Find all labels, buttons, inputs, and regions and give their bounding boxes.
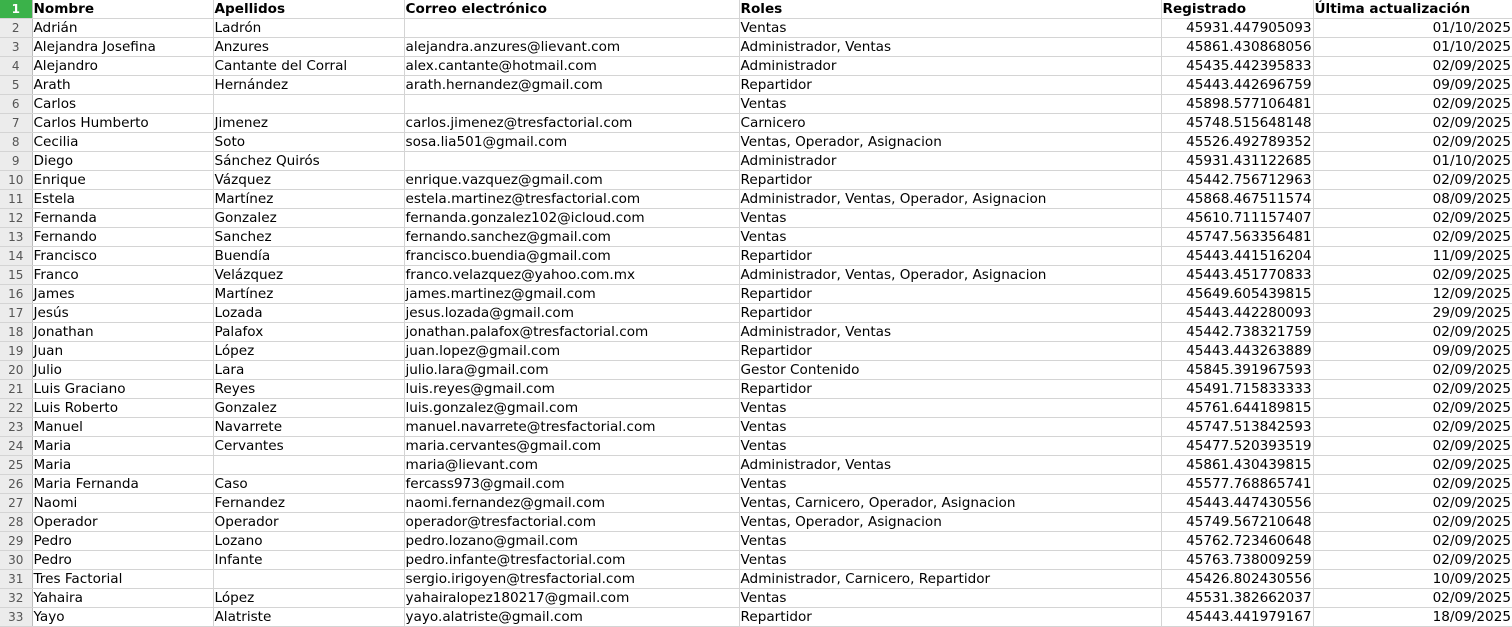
cell-correo[interactable]: yahairalopez180217@gmail.com — [404, 589, 739, 608]
cell-roles[interactable]: Repartidor — [739, 380, 1161, 399]
row-header[interactable]: 28 — [0, 513, 32, 532]
cell-ultima-actualizacion[interactable]: 02/09/2025 — [1313, 228, 1512, 247]
cell-ultima-actualizacion[interactable]: 02/09/2025 — [1313, 418, 1512, 437]
cell-correo[interactable]: fernando.sanchez@gmail.com — [404, 228, 739, 247]
cell-ultima-actualizacion[interactable]: 02/09/2025 — [1313, 532, 1512, 551]
row-header[interactable]: 20 — [0, 361, 32, 380]
cell-nombre[interactable]: Tres Factorial — [32, 570, 213, 589]
cell-nombre[interactable]: Maria Fernanda — [32, 475, 213, 494]
cell-correo[interactable]: francisco.buendia@gmail.com — [404, 247, 739, 266]
cell-registrado[interactable]: 45442.756712963 — [1161, 171, 1313, 190]
table-row — [0, 513, 1512, 532]
row-header[interactable]: 10 — [0, 171, 32, 190]
cell-ultima-actualizacion[interactable]: 02/09/2025 — [1313, 114, 1512, 133]
row-header[interactable]: 19 — [0, 342, 32, 361]
cell-ultima-actualizacion[interactable]: 18/09/2025 — [1313, 608, 1512, 627]
cell-registrado[interactable]: 45442.738321759 — [1161, 323, 1313, 342]
cell-ultima-actualizacion[interactable]: 02/09/2025 — [1313, 266, 1512, 285]
cell-registrado[interactable]: 45531.382662037 — [1161, 589, 1313, 608]
cell-registrado[interactable]: 45761.644189815 — [1161, 399, 1313, 418]
cell-registrado[interactable]: 45649.605439815 — [1161, 285, 1313, 304]
cell-roles[interactable]: Repartidor — [739, 171, 1161, 190]
row-header[interactable]: 8 — [0, 133, 32, 152]
cell-nombre[interactable]: Francisco — [32, 247, 213, 266]
row-header[interactable]: 14 — [0, 247, 32, 266]
table-row — [0, 399, 1512, 418]
cell-nombre[interactable]: Pedro — [32, 551, 213, 570]
cell-ultima-actualizacion[interactable]: 02/09/2025 — [1313, 437, 1512, 456]
cell-correo[interactable]: arath.hernandez@gmail.com — [404, 76, 739, 95]
cell-apellidos[interactable]: Sánchez Quirós — [213, 152, 404, 171]
cell-apellidos[interactable]: Jimenez — [213, 114, 404, 133]
cell-apellidos[interactable]: Infante — [213, 551, 404, 570]
cell-registrado[interactable]: 45526.492789352 — [1161, 133, 1313, 152]
cell-registrado[interactable]: 45763.738009259 — [1161, 551, 1313, 570]
cell-nombre[interactable]: Yahaira — [32, 589, 213, 608]
cell-apellidos[interactable]: Vázquez — [213, 171, 404, 190]
cell-nombre[interactable]: Operador — [32, 513, 213, 532]
row-header[interactable]: 4 — [0, 57, 32, 76]
table-row — [0, 551, 1512, 570]
table-row — [0, 361, 1512, 380]
cell-roles[interactable]: Ventas — [739, 437, 1161, 456]
cell-apellidos[interactable]: Caso — [213, 475, 404, 494]
cell-correo[interactable]: luis.reyes@gmail.com — [404, 380, 739, 399]
cell-ultima-actualizacion[interactable]: 02/09/2025 — [1313, 323, 1512, 342]
table-row — [0, 57, 1512, 76]
cell-ultima-actualizacion[interactable]: 02/09/2025 — [1313, 361, 1512, 380]
cell-registrado[interactable]: 45443.441979167 — [1161, 608, 1313, 627]
table-row — [0, 247, 1512, 266]
row-header[interactable]: 3 — [0, 38, 32, 57]
row-header[interactable]: 24 — [0, 437, 32, 456]
cell-apellidos[interactable] — [213, 456, 404, 475]
cell-registrado[interactable]: 45861.430868056 — [1161, 38, 1313, 57]
cell-nombre[interactable]: Maria — [32, 456, 213, 475]
cell-roles[interactable]: Ventas, Operador, Asignacion — [739, 133, 1161, 152]
cell-correo[interactable]: jesus.lozada@gmail.com — [404, 304, 739, 323]
cell-apellidos[interactable]: Cantante del Corral — [213, 57, 404, 76]
cell-roles[interactable]: Carnicero — [739, 114, 1161, 133]
table-row — [0, 475, 1512, 494]
cell-correo[interactable]: yayo.alatriste@gmail.com — [404, 608, 739, 627]
table-row — [0, 171, 1512, 190]
cell-roles[interactable]: Administrador, Ventas — [739, 323, 1161, 342]
cell-registrado[interactable]: 45749.567210648 — [1161, 513, 1313, 532]
row-header[interactable]: 22 — [0, 399, 32, 418]
cell-correo[interactable]: fercass973@gmail.com — [404, 475, 739, 494]
row-header[interactable]: 12 — [0, 209, 32, 228]
table-row — [0, 608, 1512, 627]
cell-correo[interactable]: pedro.lozano@gmail.com — [404, 532, 739, 551]
cell-registrado[interactable]: 45443.451770833 — [1161, 266, 1313, 285]
cell-roles[interactable]: Repartidor — [739, 608, 1161, 627]
cell-roles[interactable]: Administrador, Ventas — [739, 456, 1161, 475]
row-header[interactable]: 31 — [0, 570, 32, 589]
row-header[interactable]: 11 — [0, 190, 32, 209]
cell-registrado[interactable]: 45868.467511574 — [1161, 190, 1313, 209]
cell-nombre[interactable]: Enrique — [32, 171, 213, 190]
row-header[interactable]: 7 — [0, 114, 32, 133]
cell-registrado[interactable]: 45861.430439815 — [1161, 456, 1313, 475]
cell-registrado[interactable]: 45610.711157407 — [1161, 209, 1313, 228]
cell-registrado[interactable]: 45762.723460648 — [1161, 532, 1313, 551]
cell-registrado[interactable]: 45443.447430556 — [1161, 494, 1313, 513]
cell-apellidos[interactable]: Operador — [213, 513, 404, 532]
cell-nombre[interactable]: Arath — [32, 76, 213, 95]
cell-roles[interactable]: Repartidor — [739, 76, 1161, 95]
cell-registrado[interactable]: 45435.442395833 — [1161, 57, 1313, 76]
cell-ultima-actualizacion[interactable]: 02/09/2025 — [1313, 171, 1512, 190]
cell-roles[interactable]: Gestor Contenido — [739, 361, 1161, 380]
cell-apellidos[interactable]: Gonzalez — [213, 399, 404, 418]
cell-correo[interactable]: julio.lara@gmail.com — [404, 361, 739, 380]
cell-correo[interactable]: maria.cervantes@gmail.com — [404, 437, 739, 456]
cell-registrado[interactable]: 45426.802430556 — [1161, 570, 1313, 589]
cell-nombre[interactable]: Fernanda — [32, 209, 213, 228]
cell-roles[interactable]: Administrador, Ventas, Operador, Asignacion — [739, 190, 1161, 209]
table-row — [0, 209, 1512, 228]
cell-correo[interactable]: enrique.vazquez@gmail.com — [404, 171, 739, 190]
row-header[interactable]: 29 — [0, 532, 32, 551]
cell-apellidos[interactable]: Palafox — [213, 323, 404, 342]
table-row — [0, 323, 1512, 342]
cell-nombre[interactable]: Alejandro — [32, 57, 213, 76]
cell-apellidos[interactable]: Hernández — [213, 76, 404, 95]
cell-roles[interactable]: Repartidor — [739, 285, 1161, 304]
table-row — [0, 114, 1512, 133]
cell-ultima-actualizacion[interactable]: 01/10/2025 — [1313, 38, 1512, 57]
cell-correo[interactable]: sosa.lia501@gmail.com — [404, 133, 739, 152]
cell-ultima-actualizacion[interactable]: 02/09/2025 — [1313, 209, 1512, 228]
cell-ultima-actualizacion[interactable]: 02/09/2025 — [1313, 589, 1512, 608]
cell-nombre[interactable]: Jesús — [32, 304, 213, 323]
cell-apellidos[interactable]: Alatriste — [213, 608, 404, 627]
table-row — [0, 589, 1512, 608]
header-cell-registrado[interactable]: Registrado — [1161, 0, 1313, 19]
table-row — [0, 133, 1512, 152]
row-header[interactable]: 16 — [0, 285, 32, 304]
cell-apellidos[interactable]: Sanchez — [213, 228, 404, 247]
cell-ultima-actualizacion[interactable]: 02/09/2025 — [1313, 475, 1512, 494]
row-header[interactable]: 17 — [0, 304, 32, 323]
cell-registrado[interactable]: 45931.431122685 — [1161, 152, 1313, 171]
cell-ultima-actualizacion[interactable]: 02/09/2025 — [1313, 57, 1512, 76]
cell-apellidos[interactable]: Soto — [213, 133, 404, 152]
cell-registrado[interactable]: 45491.715833333 — [1161, 380, 1313, 399]
row-header[interactable]: 15 — [0, 266, 32, 285]
table-row — [0, 95, 1512, 114]
cell-apellidos[interactable]: Navarrete — [213, 418, 404, 437]
cell-nombre[interactable]: Manuel — [32, 418, 213, 437]
header-cell-correo[interactable]: Correo electrónico — [404, 0, 739, 19]
cell-correo[interactable]: manuel.navarrete@tresfactorial.com — [404, 418, 739, 437]
cell-roles[interactable]: Administrador, Carnicero, Repartidor — [739, 570, 1161, 589]
cell-roles[interactable]: Repartidor — [739, 247, 1161, 266]
cell-apellidos[interactable]: Lozada — [213, 304, 404, 323]
cell-nombre[interactable]: Jonathan — [32, 323, 213, 342]
table-row — [0, 342, 1512, 361]
cell-apellidos[interactable]: Buendía — [213, 247, 404, 266]
header-cell-apellidos[interactable]: Apellidos — [213, 0, 404, 19]
row-header[interactable]: 23 — [0, 418, 32, 437]
row-header[interactable]: 6 — [0, 95, 32, 114]
cell-roles[interactable]: Ventas — [739, 95, 1161, 114]
cell-registrado[interactable]: 45443.443263889 — [1161, 342, 1313, 361]
row-header[interactable]: 27 — [0, 494, 32, 513]
cell-correo[interactable]: naomi.fernandez@gmail.com — [404, 494, 739, 513]
cell-apellidos[interactable]: Ladrón — [213, 19, 404, 38]
cell-roles[interactable]: Administrador — [739, 152, 1161, 171]
cell-nombre[interactable]: Diego — [32, 152, 213, 171]
cell-correo[interactable]: pedro.infante@tresfactorial.com — [404, 551, 739, 570]
cell-apellidos[interactable]: Reyes — [213, 380, 404, 399]
cell-roles[interactable]: Ventas — [739, 399, 1161, 418]
cell-ultima-actualizacion[interactable]: 02/09/2025 — [1313, 513, 1512, 532]
header-cell-nombre[interactable]: Nombre — [32, 0, 213, 19]
cell-nombre[interactable]: Fernando — [32, 228, 213, 247]
cell-ultima-actualizacion[interactable]: 01/10/2025 — [1313, 19, 1512, 38]
header-cell-ultima-actualizacion[interactable]: Última actualización — [1313, 0, 1512, 19]
cell-correo[interactable]: jonathan.palafox@tresfactorial.com — [404, 323, 739, 342]
cell-nombre[interactable]: James — [32, 285, 213, 304]
table-row — [0, 228, 1512, 247]
cell-nombre[interactable]: Julio — [32, 361, 213, 380]
cell-nombre[interactable]: Juan — [32, 342, 213, 361]
row-header[interactable]: 5 — [0, 76, 32, 95]
row-header[interactable]: 1 — [0, 0, 32, 19]
cell-nombre[interactable]: Maria — [32, 437, 213, 456]
cell-apellidos[interactable]: Lozano — [213, 532, 404, 551]
table-row — [0, 437, 1512, 456]
table-row — [0, 19, 1512, 38]
cell-registrado[interactable]: 45931.447905093 — [1161, 19, 1313, 38]
table-row — [0, 76, 1512, 95]
cell-roles[interactable]: Ventas — [739, 475, 1161, 494]
cell-roles[interactable]: Ventas, Carnicero, Operador, Asignacion — [739, 494, 1161, 513]
cell-correo[interactable] — [404, 95, 739, 114]
cell-registrado[interactable]: 45443.442696759 — [1161, 76, 1313, 95]
cell-apellidos[interactable]: López — [213, 589, 404, 608]
cell-roles[interactable]: Administrador, Ventas, Operador, Asignacion — [739, 266, 1161, 285]
cell-nombre[interactable]: Naomi — [32, 494, 213, 513]
cell-ultima-actualizacion[interactable]: 02/09/2025 — [1313, 95, 1512, 114]
cell-nombre[interactable]: Cecilia — [32, 133, 213, 152]
cell-ultima-actualizacion[interactable]: 29/09/2025 — [1313, 304, 1512, 323]
cell-roles[interactable]: Administrador, Ventas — [739, 38, 1161, 57]
cell-ultima-actualizacion[interactable]: 02/09/2025 — [1313, 399, 1512, 418]
header-row — [0, 0, 1512, 19]
cell-ultima-actualizacion[interactable]: 02/09/2025 — [1313, 551, 1512, 570]
cell-ultima-actualizacion[interactable]: 02/09/2025 — [1313, 380, 1512, 399]
cell-roles[interactable]: Ventas — [739, 551, 1161, 570]
cell-nombre[interactable]: Luis Graciano — [32, 380, 213, 399]
row-header[interactable]: 21 — [0, 380, 32, 399]
cell-roles[interactable]: Ventas — [739, 209, 1161, 228]
cell-roles[interactable]: Ventas — [739, 418, 1161, 437]
cell-ultima-actualizacion[interactable]: 12/09/2025 — [1313, 285, 1512, 304]
cell-correo[interactable]: carlos.jimenez@tresfactorial.com — [404, 114, 739, 133]
cell-ultima-actualizacion[interactable]: 11/09/2025 — [1313, 247, 1512, 266]
cell-apellidos[interactable]: Martínez — [213, 285, 404, 304]
cell-registrado[interactable]: 45477.520393519 — [1161, 437, 1313, 456]
cell-registrado[interactable]: 45845.391967593 — [1161, 361, 1313, 380]
row-header[interactable]: 9 — [0, 152, 32, 171]
cell-apellidos[interactable]: Lara — [213, 361, 404, 380]
cell-roles[interactable]: Repartidor — [739, 342, 1161, 361]
cell-correo[interactable]: estela.martinez@tresfactorial.com — [404, 190, 739, 209]
header-cell-roles[interactable]: Roles — [739, 0, 1161, 19]
cell-registrado[interactable]: 45747.563356481 — [1161, 228, 1313, 247]
cell-roles[interactable]: Repartidor — [739, 304, 1161, 323]
cell-ultima-actualizacion[interactable]: 09/09/2025 — [1313, 342, 1512, 361]
cell-nombre[interactable]: Franco — [32, 266, 213, 285]
table-row — [0, 456, 1512, 475]
cell-ultima-actualizacion[interactable]: 02/09/2025 — [1313, 494, 1512, 513]
row-header[interactable]: 33 — [0, 608, 32, 627]
cell-roles[interactable]: Ventas — [739, 228, 1161, 247]
cell-registrado[interactable]: 45748.515648148 — [1161, 114, 1313, 133]
cell-correo[interactable]: luis.gonzalez@gmail.com — [404, 399, 739, 418]
table-row — [0, 380, 1512, 399]
cell-registrado[interactable]: 45898.577106481 — [1161, 95, 1313, 114]
cell-registrado[interactable]: 45577.768865741 — [1161, 475, 1313, 494]
row-header[interactable]: 2 — [0, 19, 32, 38]
cell-ultima-actualizacion[interactable]: 10/09/2025 — [1313, 570, 1512, 589]
cell-correo[interactable]: alejandra.anzures@lievant.com — [404, 38, 739, 57]
cell-correo[interactable]: juan.lopez@gmail.com — [404, 342, 739, 361]
row-header[interactable]: 13 — [0, 228, 32, 247]
cell-ultima-actualizacion[interactable]: 09/09/2025 — [1313, 76, 1512, 95]
cell-nombre[interactable]: Carlos — [32, 95, 213, 114]
cell-apellidos[interactable]: Cervantes — [213, 437, 404, 456]
table-row — [0, 532, 1512, 551]
cell-correo[interactable]: sergio.irigoyen@tresfactorial.com — [404, 570, 739, 589]
cell-nombre[interactable]: Pedro — [32, 532, 213, 551]
cell-apellidos[interactable] — [213, 570, 404, 589]
cell-registrado[interactable]: 45443.441516204 — [1161, 247, 1313, 266]
cell-ultima-actualizacion[interactable]: 08/09/2025 — [1313, 190, 1512, 209]
cell-registrado[interactable]: 45443.442280093 — [1161, 304, 1313, 323]
table-row — [0, 266, 1512, 285]
cell-registrado[interactable]: 45747.513842593 — [1161, 418, 1313, 437]
cell-correo[interactable]: franco.velazquez@yahoo.com.mx — [404, 266, 739, 285]
cell-apellidos[interactable]: López — [213, 342, 404, 361]
cell-correo[interactable]: fernanda.gonzalez102@icloud.com — [404, 209, 739, 228]
cell-correo[interactable]: maria@lievant.com — [404, 456, 739, 475]
cell-apellidos[interactable]: Gonzalez — [213, 209, 404, 228]
cell-apellidos[interactable]: Anzures — [213, 38, 404, 57]
cell-apellidos[interactable]: Velázquez — [213, 266, 404, 285]
cell-ultima-actualizacion[interactable]: 02/09/2025 — [1313, 133, 1512, 152]
cell-correo[interactable]: operador@tresfactorial.com — [404, 513, 739, 532]
table-row — [0, 152, 1512, 171]
cell-apellidos[interactable]: Martínez — [213, 190, 404, 209]
cell-correo[interactable]: james.martinez@gmail.com — [404, 285, 739, 304]
table-row — [0, 38, 1512, 57]
cell-nombre[interactable]: Luis Roberto — [32, 399, 213, 418]
table-row — [0, 190, 1512, 209]
table-row — [0, 494, 1512, 513]
cell-correo[interactable] — [404, 152, 739, 171]
cell-ultima-actualizacion[interactable]: 02/09/2025 — [1313, 456, 1512, 475]
cell-roles[interactable]: Ventas — [739, 532, 1161, 551]
cell-apellidos[interactable] — [213, 95, 404, 114]
cell-roles[interactable]: Ventas, Operador, Asignacion — [739, 513, 1161, 532]
table-row — [0, 304, 1512, 323]
table-row — [0, 285, 1512, 304]
cell-nombre[interactable]: Carlos Humberto — [32, 114, 213, 133]
cell-roles[interactable]: Administrador — [739, 57, 1161, 76]
table-row — [0, 570, 1512, 589]
cell-correo[interactable] — [404, 19, 739, 38]
row-header[interactable]: 18 — [0, 323, 32, 342]
row-header[interactable]: 26 — [0, 475, 32, 494]
table-row — [0, 418, 1512, 437]
row-header[interactable]: 32 — [0, 589, 32, 608]
cell-nombre[interactable]: Adrián — [32, 19, 213, 38]
cell-ultima-actualizacion[interactable]: 01/10/2025 — [1313, 152, 1512, 171]
cell-roles[interactable]: Ventas — [739, 589, 1161, 608]
cell-nombre[interactable]: Alejandra Josefina — [32, 38, 213, 57]
row-header[interactable]: 25 — [0, 456, 32, 475]
cell-correo[interactable]: alex.cantante@hotmail.com — [404, 57, 739, 76]
row-header[interactable]: 30 — [0, 551, 32, 570]
cell-nombre[interactable]: Estela — [32, 190, 213, 209]
cell-nombre[interactable]: Yayo — [32, 608, 213, 627]
cell-apellidos[interactable]: Fernandez — [213, 494, 404, 513]
cell-roles[interactable]: Ventas — [739, 19, 1161, 38]
